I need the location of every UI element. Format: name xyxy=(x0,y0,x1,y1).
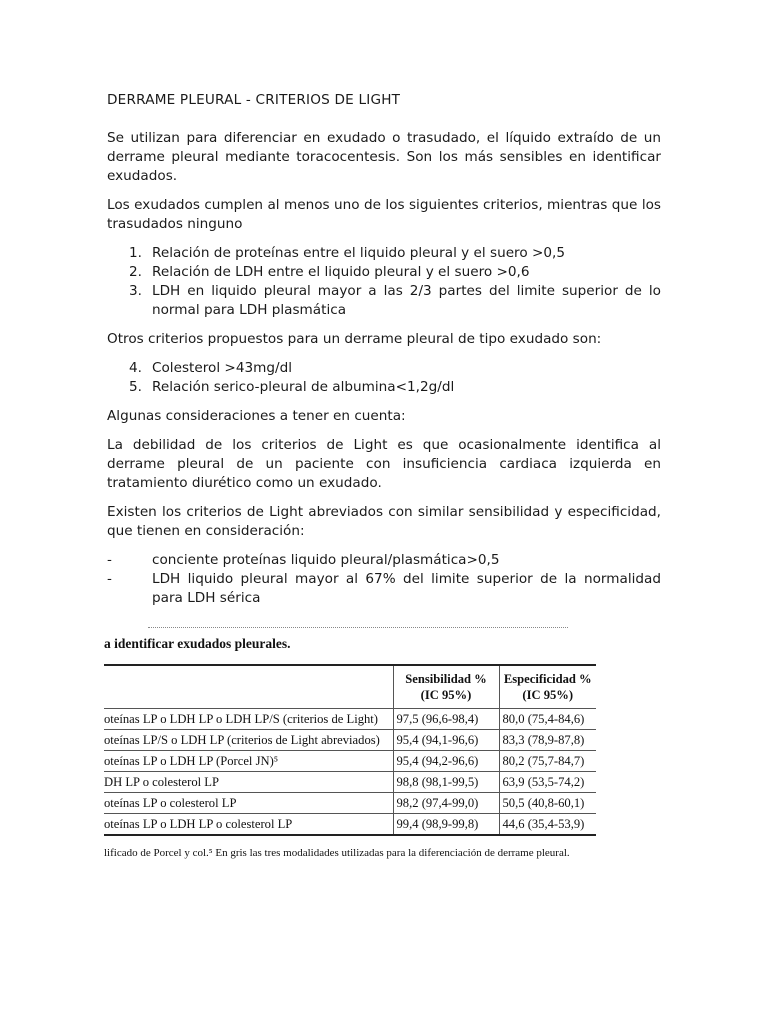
table-row xyxy=(104,709,596,730)
list-item xyxy=(107,244,661,263)
cell-especificidad: 80,0 (75,4-84,6) xyxy=(499,709,596,730)
list-item-text: Relación de proteínas entre el liquido pleural y el suero >0,5 xyxy=(152,245,565,261)
light-criteria-list xyxy=(107,244,661,320)
list-item-text: Relación de LDH entre el liquido pleural y el suero >0,6 xyxy=(152,264,530,280)
cell-sensibilidad: 95,4 (94,2-96,6) xyxy=(393,751,499,772)
other-criteria-list xyxy=(107,359,661,397)
abbreviated-criteria-intro: Existen los criterios de Light abreviados con similar sensibilidad y especificidad, que tienen en consideración: xyxy=(107,504,661,539)
cell-criterio: DH LP o colesterol LP xyxy=(104,772,393,793)
cell-criterio: oteínas LP o colesterol LP xyxy=(104,793,393,814)
cell-sensibilidad: 99,4 (98,9-99,8) xyxy=(393,814,499,836)
considerations-heading: Algunas consideraciones a tener en cuenta: xyxy=(107,408,406,424)
criteria-table xyxy=(104,664,596,836)
figure-divider xyxy=(148,627,568,630)
cell-sensibilidad: 95,4 (94,1-96,6) xyxy=(393,730,499,751)
table-row xyxy=(104,793,596,814)
list-item-number: 5. xyxy=(129,379,142,395)
criteria-intro-paragraph: Los exudados cumplen al menos uno de los siguientes criterios, mientras que los trasudados ninguno xyxy=(107,197,661,232)
list-item xyxy=(107,570,661,608)
column-header-especificidad: Especificidad % (IC 95%) xyxy=(499,665,596,709)
list-item-text: LDH liquido pleural mayor al 67% del limite superior de la normalidad para LDH sérica xyxy=(152,571,661,606)
cell-criterio: oteínas LP o LDH LP o LDH LP/S (criterios de Light) xyxy=(104,709,393,730)
intro-paragraph: Se utilizan para diferenciar en exudado o trasudado, el líquido extraído de un derrame pleural mediante toracocentesis. Son los más sensibles en identificar exudados. xyxy=(107,130,661,184)
column-header-sensibilidad: Sensibilidad % (IC 95%) xyxy=(393,665,499,709)
cell-especificidad: 44,6 (35,4-53,9) xyxy=(499,814,596,836)
list-bullet: - xyxy=(107,571,112,587)
list-item xyxy=(107,263,661,282)
weakness-paragraph: La debilidad de los criterios de Light es que ocasionalmente identifica al derrame pleural de un paciente con insuficiencia cardiaca izquierda en tratamiento diurético como un exudado. xyxy=(107,437,661,491)
document-title: DERRAME PLEURAL - CRITERIOS DE LIGHT xyxy=(107,92,401,108)
list-item xyxy=(107,551,661,570)
cell-especificidad: 83,3 (78,9-87,8) xyxy=(499,730,596,751)
table-row xyxy=(104,730,596,751)
list-item-number: 2. xyxy=(129,264,142,280)
cell-especificidad: 80,2 (75,7-84,7) xyxy=(499,751,596,772)
list-item-number: 4. xyxy=(129,360,142,376)
list-item xyxy=(107,378,661,397)
figure-caption: a identificar exudados pleurales. xyxy=(104,636,291,651)
cell-especificidad: 50,5 (40,8-60,1) xyxy=(499,793,596,814)
cell-criterio: oteínas LP/S o LDH LP (criterios de Light abreviados) xyxy=(104,730,393,751)
cell-sensibilidad: 98,8 (98,1-99,5) xyxy=(393,772,499,793)
table-header-row xyxy=(104,665,596,709)
table-row xyxy=(104,814,596,836)
cell-criterio: oteínas LP o LDH LP (Porcel JN)⁵ xyxy=(104,751,393,772)
list-item-text: Relación serico-pleural de albumina<1,2g/dl xyxy=(152,379,455,395)
list-bullet: - xyxy=(107,552,112,568)
document-body xyxy=(107,91,661,618)
cell-criterio: oteínas LP o LDH LP o colesterol LP xyxy=(104,814,393,836)
list-item-text: conciente proteínas liquido pleural/plasmática>0,5 xyxy=(152,552,500,568)
figure-footnote: lificado de Porcel y col.⁵ En gris las tres modalidades utilizadas para la diferenciación de derrame pleural. xyxy=(104,847,570,859)
abbreviated-criteria-list xyxy=(107,551,661,608)
table-row xyxy=(104,772,596,793)
list-item-text: Colesterol >43mg/dl xyxy=(152,360,292,376)
column-header-criterio xyxy=(104,665,393,709)
cell-sensibilidad: 98,2 (97,4-99,0) xyxy=(393,793,499,814)
list-item-text: LDH en liquido pleural mayor a las 2/3 partes del limite superior de lo normal para LDH plasmática xyxy=(152,283,661,318)
list-item xyxy=(107,282,661,320)
list-item-number: 3. xyxy=(129,283,142,299)
cell-sensibilidad: 97,5 (96,6-98,4) xyxy=(393,709,499,730)
table-row xyxy=(104,751,596,772)
other-criteria-intro: Otros criterios propuestos para un derrame pleural de tipo exudado son: xyxy=(107,331,602,347)
list-item-number: 1. xyxy=(129,245,142,261)
cell-especificidad: 63,9 (53,5-74,2) xyxy=(499,772,596,793)
list-item xyxy=(107,359,661,378)
